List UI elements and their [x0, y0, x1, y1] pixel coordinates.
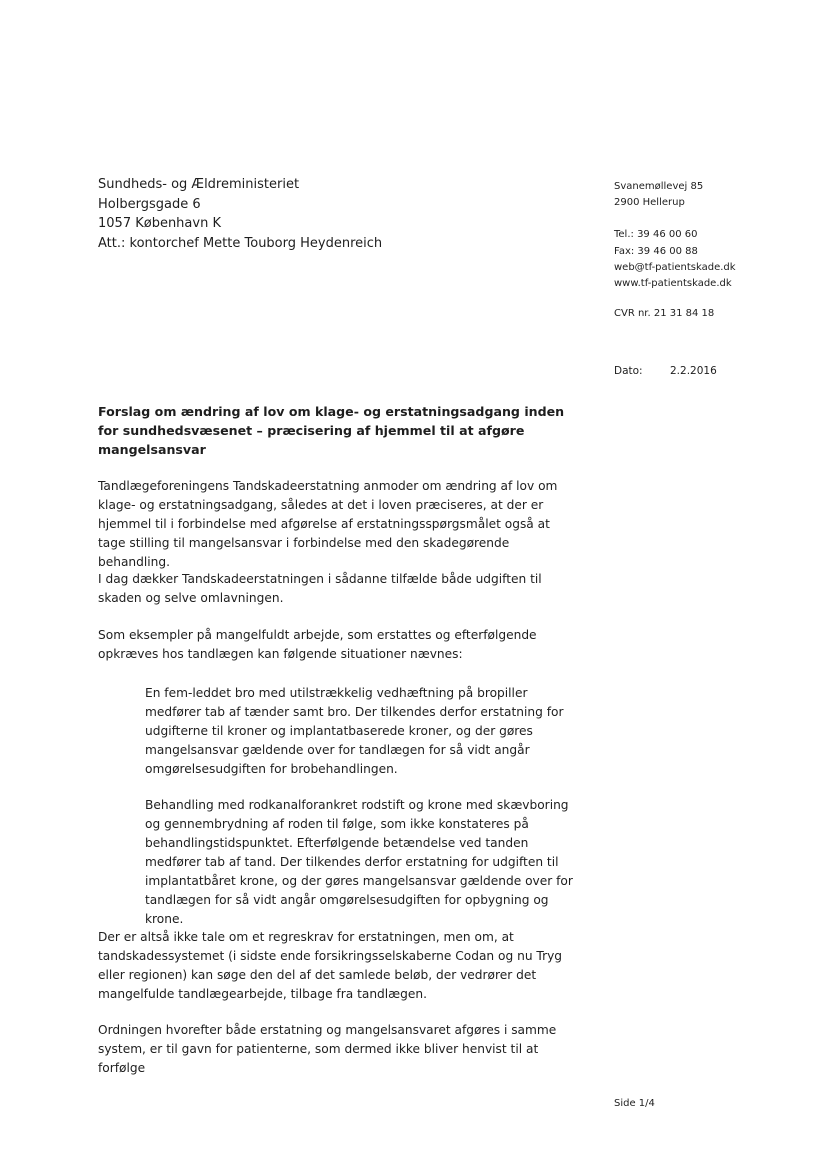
recipient-address [98, 175, 382, 253]
example-root-canal: Behandling med rodkanalforankret rodstift og krone med skævboring og gennembrydning af roden til følge, som ikke konstateres på behandlingstidspunktet. Efterfølgende betændelse ved tanden medfører tab af tand. Der tilkendes derfor erstatning for udgiften til implantatbåret krone, og der gøres mangelsansvar gældende over for tandlægen for så vidt angår omgørelsesudgiften for opbygning og krone. [145, 798, 573, 926]
date-value: 2.2.2016 [670, 365, 717, 377]
paragraph-recourse: Der er altså ikke tale om et regreskrav for erstatningen, men om, at tandskadessystemet (i sidste ende forsikringsselskaberne Codan og nu Tryg eller regionen) kan søge den del af det samlede beløb, der vedrører det mangelfulde tandlægearbejde, tilbage fra tandlægen. [98, 930, 563, 1001]
recipient-city: 1057 København K [98, 216, 221, 231]
sender-street: Svanemøllevej 85 [614, 181, 704, 192]
recipient-name: Sundheds- og Ældreministeriet [98, 177, 300, 192]
paragraph-current-coverage: I dag dækker Tandskadeerstatningen i sådanne tilfælde både udgiften til skaden og selve omlavningen. [98, 572, 542, 605]
paragraph-request: Tandlægeforeningens Tandskadeerstatning anmoder om ændring af lov om klage- og erstatningsadgang, således at det i loven præciseres, at der er hjemmel til i forbindelse med afgørelse af erstatningsspørgsmålet også at tage stilling til mangelsansvar i forbindelse med den skadegørende behandling. [98, 479, 558, 569]
sender-email: web@tf-patientskade.dk [614, 261, 736, 273]
sender-contact-block [614, 179, 736, 322]
example-bridge: En fem-leddet bro med utilstrækkelig vedhæftning på bropiller medfører tab af tænder samt bro. Der tilkendes derfor erstatning for udgifterne til kroner og implantatbaserede kroner, og der gøres mangelsansvar gældende over for tandlægen for så vidt angår omgørelsesudgiften for brobehandlingen. [145, 686, 564, 776]
sender-website: www.tf-patientskade.dk [614, 278, 732, 290]
recipient-attention: Att.: kontorchef Mette Touborg Heydenreich [98, 235, 383, 251]
recipient-street: Holbergsgade 6 [98, 196, 201, 212]
letter-date [614, 365, 717, 377]
date-label: Dato: [614, 365, 643, 377]
paragraph-examples-intro: Som eksempler på mangelfuldt arbejde, som erstattes og efterfølgende opkræves hos tandlægen kan følgende situationer nævnes: [98, 628, 537, 661]
sender-fax: Fax: 39 46 00 88 [614, 245, 698, 257]
letter-subject: Forslag om ændring af lov om klage- og erstatningsadgang inden for sundhedsvæsenet – præcisering af hjemmel til at afgøre mangelsansvar [98, 404, 565, 457]
paragraph-scheme: Ordningen hvorefter både erstatning og mangelsansvaret afgøres i samme system, er til gavn for patienterne, som dermed ikke bliver henvist til at forfølge [98, 1023, 557, 1075]
page-number: Side 1/4 [614, 1098, 655, 1109]
sender-city: 2900 Hellerup [614, 197, 685, 209]
sender-cvr: CVR nr. 21 31 84 18 [614, 308, 715, 320]
sender-phone: Tel.: 39 46 00 60 [614, 229, 698, 241]
